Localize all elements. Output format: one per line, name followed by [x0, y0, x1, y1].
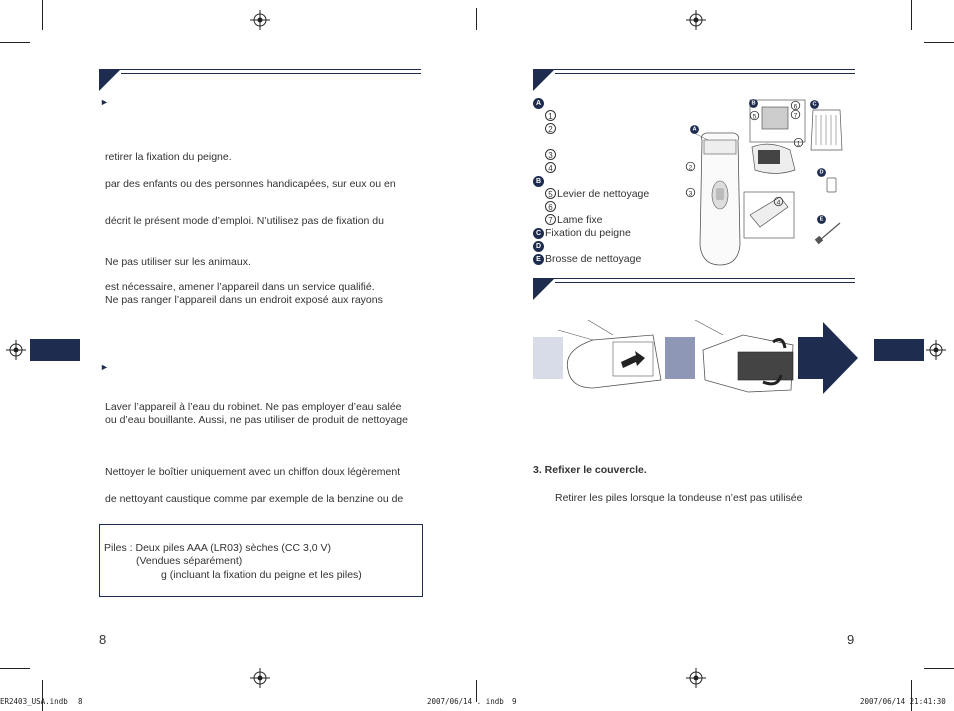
part-badge-e: E	[533, 254, 544, 265]
page-number-right: 9	[847, 632, 855, 647]
footer-mid-page: 9	[512, 697, 517, 706]
section-header-rule	[533, 278, 855, 279]
illustration-badge-b: B	[749, 99, 758, 108]
section-header-marker	[533, 69, 555, 91]
part-label-cleaning-brush: Brosse de nettoyage	[545, 253, 642, 265]
body-line: Ne pas ranger l’appareil dans un endroit exposé aux rayons	[105, 294, 383, 306]
footer-left-file: ER2403_USA.indb	[0, 697, 68, 706]
registration-mark-top-right	[686, 10, 706, 30]
footer-timestamp: 2007/06/14 21:41:30	[860, 697, 946, 706]
section-header-marker	[533, 278, 555, 300]
illustration-badge-c: C	[810, 100, 819, 109]
body-line: retirer la fixation du peigne.	[105, 151, 232, 163]
illustration-number: 6	[791, 101, 800, 110]
body-line: Ne pas utiliser sur les animaux.	[105, 256, 251, 268]
illustration-number: 2	[686, 162, 695, 171]
battery-removal-note: Retirer les piles lorsque la tondeuse n’est pas utilisée	[555, 492, 803, 504]
body-line: décrit le présent mode d’emploi. N’utilisez pas de fixation du	[105, 215, 384, 227]
footer-left-page: 8	[78, 697, 83, 706]
body-line: Nettoyer le boîtier uniquement avec un chiffon doux légèrement	[105, 466, 401, 478]
spec-batteries: Piles : Deux piles AAA (LR03) sèches (CC 3,0 V)	[104, 542, 332, 554]
bullet-arrow: ►	[100, 362, 109, 372]
part-number: 1	[545, 110, 556, 121]
illustration-badge-e: E	[817, 215, 826, 224]
registration-mark-bottom-right	[686, 668, 706, 688]
part-badge-d: D	[533, 241, 544, 252]
registration-mark-bottom-left	[250, 668, 270, 688]
step-3-heading: 3. Refixer le couvercle.	[533, 464, 647, 476]
illustration-number: 7	[791, 110, 800, 119]
part-label-comb-attachment: Fixation du peigne	[545, 227, 631, 239]
body-line: ou d’eau bouillante. Aussi, ne pas utiliser de produit de nettoyage	[105, 414, 408, 426]
part-number: 2	[545, 123, 556, 134]
section-header-rule	[533, 69, 855, 70]
illustration-number: 4	[774, 197, 783, 206]
part-number: 7	[545, 214, 556, 225]
registration-mark-left	[6, 340, 26, 360]
body-line: de nettoyant caustique comme par exemple de la benzine ou de	[105, 493, 404, 505]
body-line: est nécessaire, amener l’appareil dans un service qualifié.	[105, 281, 375, 293]
registration-mark-top-left	[250, 10, 270, 30]
illustration-badge-a: A	[690, 125, 699, 134]
illustration-number: 1	[794, 138, 803, 147]
part-number: 4	[545, 162, 556, 173]
part-label-fixed-blade: Lame fixe	[557, 214, 603, 226]
registration-mark-right	[926, 340, 946, 360]
spec-sold-separately: (Vendues séparément)	[136, 555, 243, 567]
illustration-number: 5	[750, 111, 759, 120]
part-badge-b: B	[533, 176, 544, 187]
body-line: par des enfants ou des personnes handicapées, sur eux ou en	[105, 178, 396, 190]
footer-mid-file: 2007/06/14 . indb	[427, 697, 504, 706]
section-header-rule	[99, 69, 421, 70]
part-number: 6	[545, 201, 556, 212]
bullet-arrow: ►	[100, 97, 109, 107]
spec-weight: g (incluant la fixation du peigne et les piles)	[161, 569, 362, 581]
page-number-left: 8	[99, 632, 107, 647]
illustration-badge-d: D	[817, 168, 826, 177]
battery-installation-illustration	[533, 320, 858, 400]
part-badge-c: C	[533, 228, 544, 239]
part-number: 5	[545, 188, 556, 199]
side-tab-right	[874, 339, 924, 361]
part-number: 3	[545, 149, 556, 160]
trimmer-parts-illustration	[680, 95, 855, 270]
illustration-number: 3	[686, 188, 695, 197]
specifications-box	[99, 524, 423, 597]
body-line: Laver l’appareil à l’eau du robinet. Ne pas employer d’eau salée	[105, 401, 402, 413]
section-header-marker	[99, 69, 121, 91]
side-tab-left	[30, 339, 80, 361]
part-label-cleaning-lever: Levier de nettoyage	[557, 188, 650, 200]
part-badge-a: A	[533, 98, 544, 109]
